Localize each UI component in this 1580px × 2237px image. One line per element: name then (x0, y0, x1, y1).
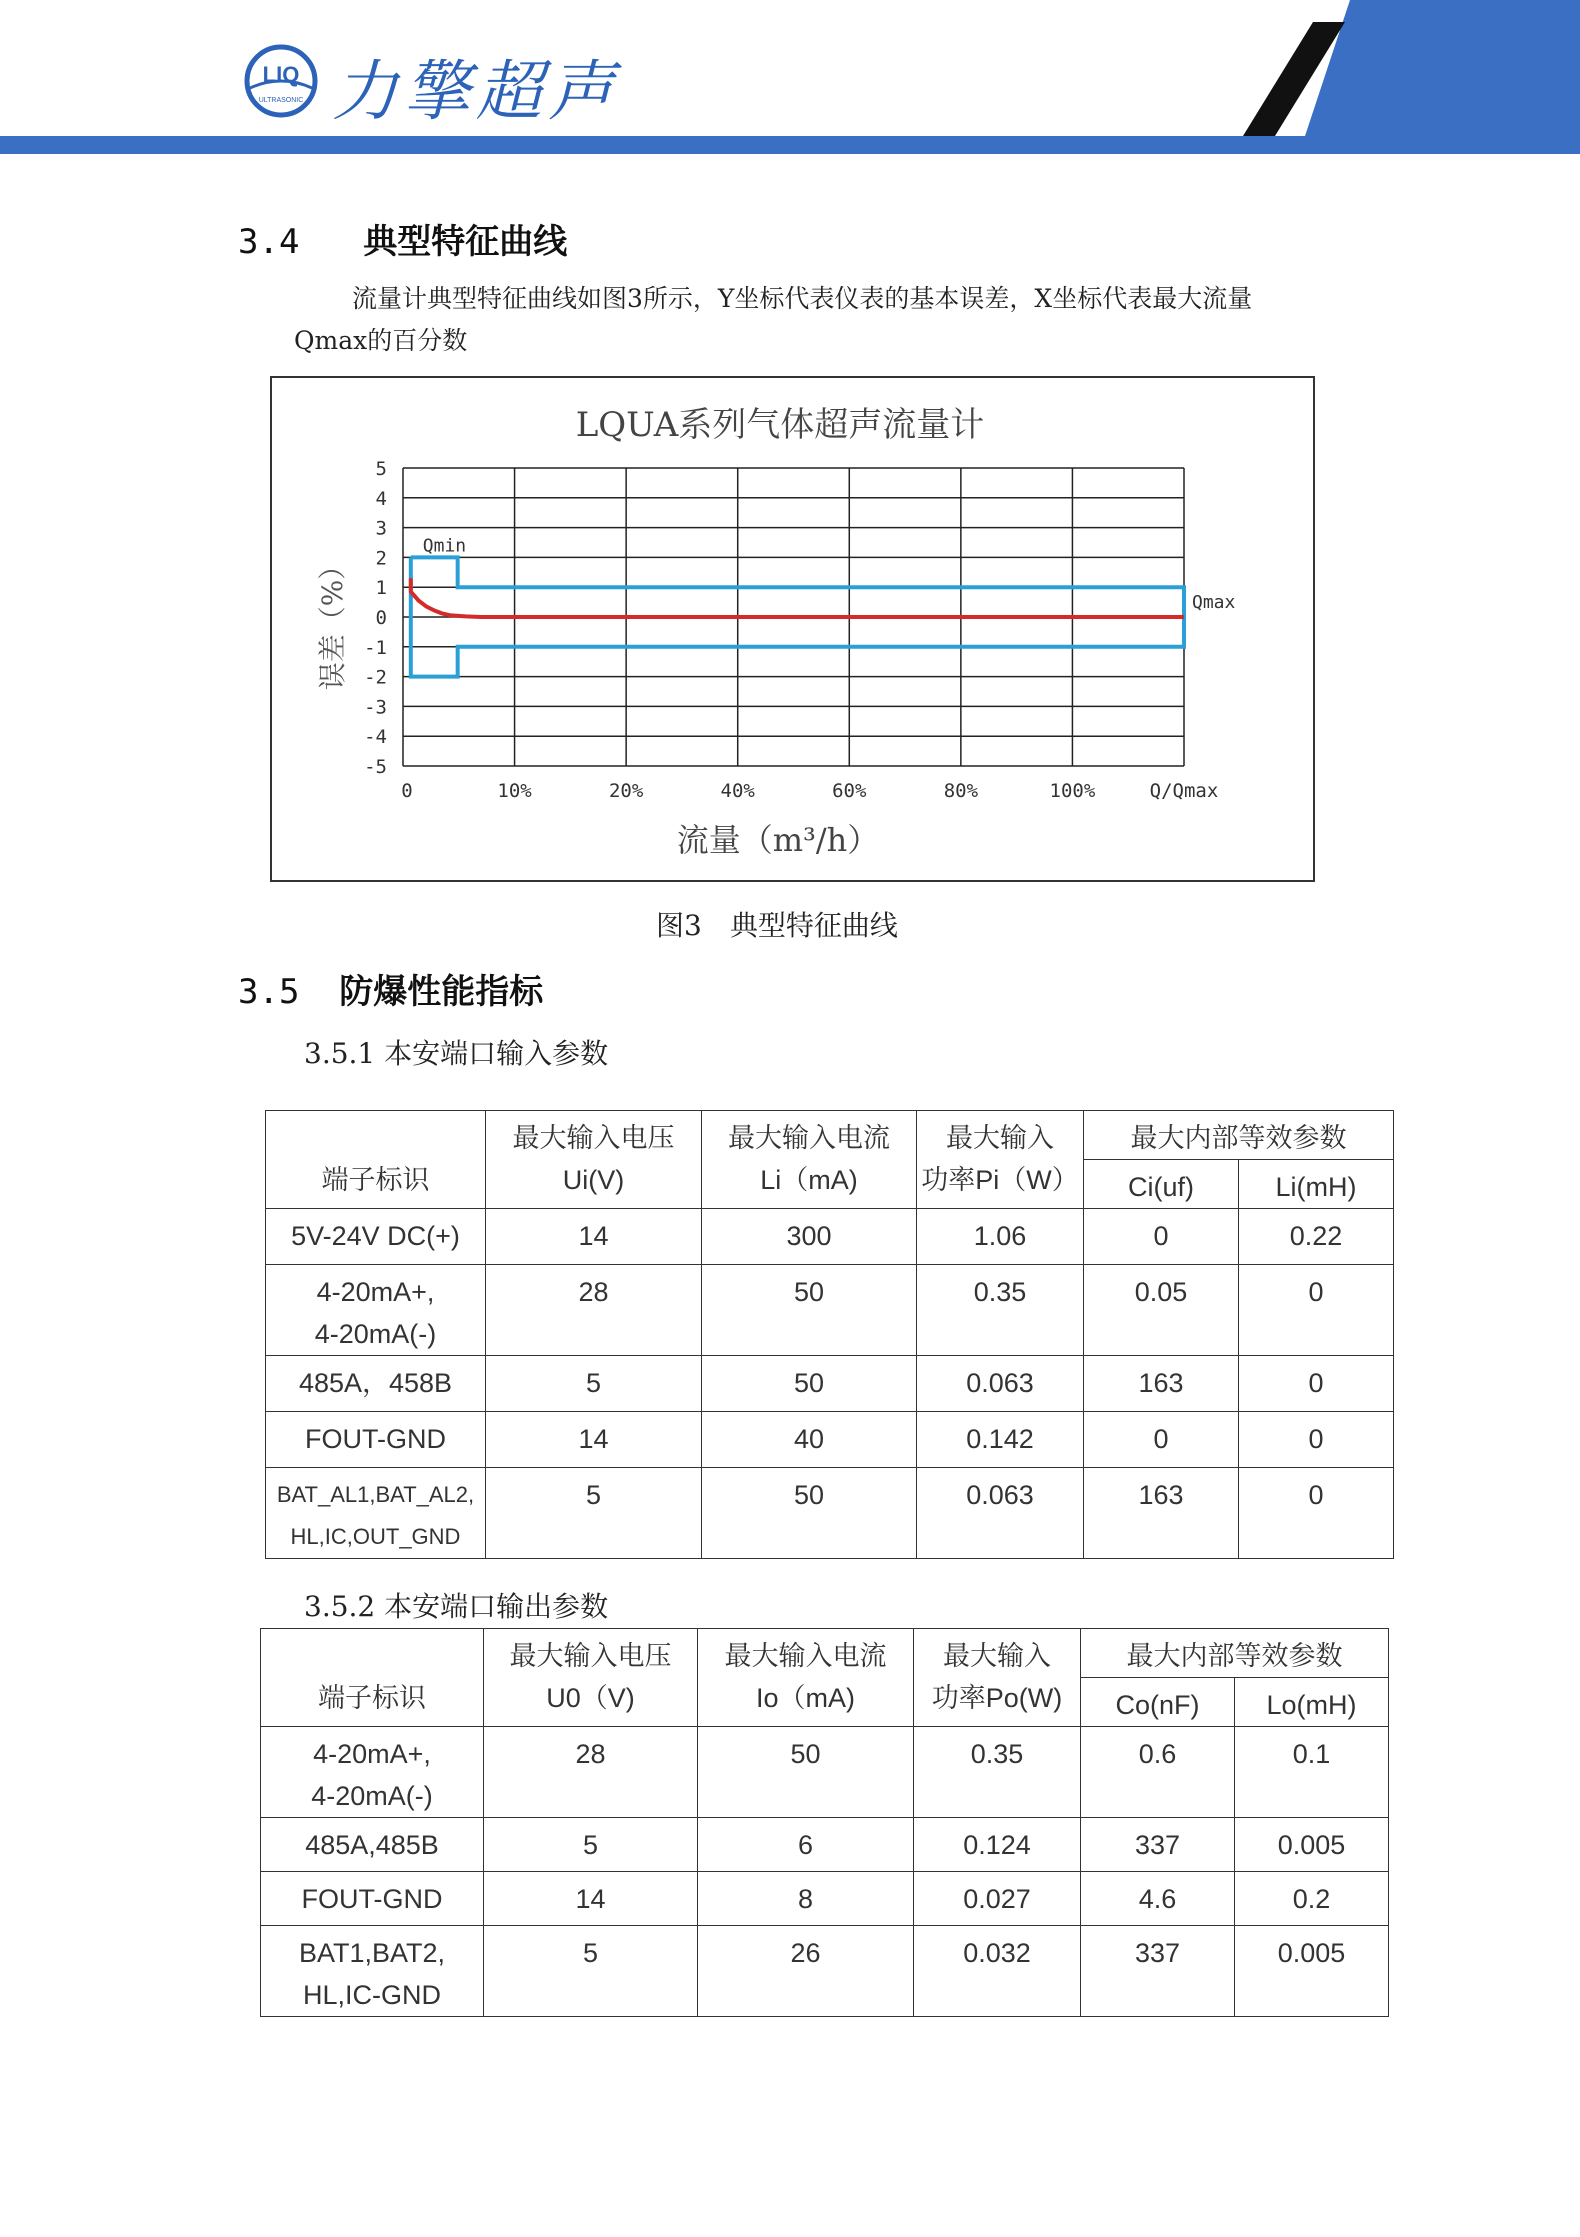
cell-c: 0.6 (1081, 1727, 1235, 1818)
table-row (266, 1468, 1394, 1559)
y-tick-label: 4 (375, 487, 387, 510)
cell-l: 0 (1239, 1468, 1394, 1559)
cell-terminal: 4-20mA+, 4-20mA(-) (261, 1727, 484, 1818)
cell-p: 1.06 (917, 1209, 1084, 1265)
cell-terminal: FOUT-GND (266, 1412, 486, 1468)
y-tick-label: -3 (364, 696, 387, 719)
y-tick-label: 0 (375, 607, 387, 629)
cell-l: 0.005 (1235, 1926, 1389, 2017)
table-row (266, 1209, 1394, 1265)
table1-heading: 3.5.1 本安端口输入参数 (304, 1037, 609, 1070)
cell-terminal: 5V-24V DC(+) (266, 1209, 486, 1265)
cell-v: 28 (486, 1265, 702, 1356)
cell-i: 50 (702, 1265, 917, 1356)
y-tick-label: 5 (375, 458, 387, 480)
y-axis-ticks (364, 458, 387, 778)
cell-c: 163 (1084, 1356, 1239, 1412)
cell-v: 5 (486, 1356, 702, 1412)
cell-l: 0 (1239, 1412, 1394, 1468)
cell-i: 50 (702, 1356, 917, 1412)
header-voltage: 最大输入电压 U0（V) (484, 1629, 698, 1727)
section-3-4-heading (238, 214, 567, 263)
x-tick-label: 100% (1049, 780, 1096, 802)
qmax-annotation: Qmax (1192, 592, 1236, 614)
error-curve-series (411, 578, 1184, 617)
header-bar (0, 136, 1580, 154)
cell-terminal: 485A，458B (266, 1356, 486, 1412)
table-row (266, 1356, 1394, 1412)
header-terminal: 端子标识 (266, 1111, 486, 1209)
cell-v: 14 (484, 1872, 698, 1926)
cell-c: 4.6 (1081, 1872, 1235, 1926)
characteristic-curve-chart (272, 378, 1313, 880)
cell-terminal: FOUT-GND (261, 1872, 484, 1926)
x-tick-label: 20% (608, 780, 644, 802)
cell-l: 0 (1239, 1356, 1394, 1412)
cell-l: 0.22 (1239, 1209, 1394, 1265)
cell-p: 0.124 (914, 1818, 1081, 1872)
paragraph-line-2: Qmax的百分数 (294, 326, 468, 355)
table-row (261, 1727, 1389, 1818)
table-row (261, 1926, 1389, 2017)
table-row (261, 1818, 1389, 1872)
x-tick-label: 80% (943, 780, 979, 802)
cell-p: 0.35 (917, 1265, 1084, 1356)
y-axis-label: 误差（%） (316, 551, 349, 691)
cell-l: 0.2 (1235, 1872, 1389, 1926)
header-power: 最大输入 功率Po(W) (914, 1629, 1081, 1727)
cell-i: 8 (698, 1872, 914, 1926)
x-axis-label: 流量（m³/h） (676, 821, 880, 859)
paragraph-line-1: 流量计典型特征曲线如图3所示，Y坐标代表仪表的基本误差，X坐标代表最大流量 (352, 284, 1253, 313)
section-number: 3.5 (238, 972, 300, 1012)
cell-terminal: 4-20mA+, 4-20mA(-) (266, 1265, 486, 1356)
cell-l: 0.005 (1235, 1818, 1389, 1872)
page-header (0, 0, 1580, 160)
cell-i: 40 (702, 1412, 917, 1468)
cell-i: 50 (698, 1727, 914, 1818)
cell-c: 0.05 (1084, 1265, 1239, 1356)
cell-v: 14 (486, 1209, 702, 1265)
cell-p: 0.142 (917, 1412, 1084, 1468)
table2-heading: 3.5.2 本安端口输出参数 (304, 1590, 609, 1623)
cell-l: 0.1 (1235, 1727, 1389, 1818)
header-current: 最大输入电流 Li（mA) (702, 1111, 917, 1209)
cell-c: 0 (1084, 1209, 1239, 1265)
cell-p: 0.063 (917, 1468, 1084, 1559)
cell-c: 163 (1084, 1468, 1239, 1559)
cell-p: 0.027 (914, 1872, 1081, 1926)
cell-v: 5 (486, 1468, 702, 1559)
header-power: 最大输入 功率Pi（W） (917, 1111, 1084, 1209)
table-row (266, 1265, 1394, 1356)
x-tick-label: 0 (401, 780, 413, 802)
cell-p: 0.063 (917, 1356, 1084, 1412)
company-logo-icon (242, 44, 320, 118)
cell-i: 300 (702, 1209, 917, 1265)
header-internal: 最大内部等效参数 (1081, 1629, 1389, 1678)
y-tick-label: 1 (375, 577, 387, 600)
cell-terminal: 485A,485B (261, 1818, 484, 1872)
x-tick-label: 60% (832, 780, 867, 802)
table-row (266, 1412, 1394, 1468)
x-tick-label: Q/Qmax (1149, 780, 1219, 802)
figure-caption: 图3 典型特征曲线 (656, 909, 898, 942)
chart-title: LQUA系列气体超声流量计 (575, 405, 985, 445)
header-internal: 最大内部等效参数 (1084, 1111, 1394, 1160)
chart-frame (270, 376, 1315, 882)
y-tick-label: -1 (364, 636, 387, 659)
cell-p: 0.35 (914, 1727, 1081, 1818)
section-title: 典型特征曲线 (363, 222, 568, 262)
cell-v: 5 (484, 1926, 698, 2017)
x-tick-label: 10% (497, 780, 532, 802)
cell-v: 14 (486, 1412, 702, 1468)
y-tick-label: -4 (364, 726, 387, 749)
y-tick-label: -2 (364, 666, 387, 689)
y-tick-label: 2 (375, 547, 387, 570)
header-inductance: Lo(mH) (1235, 1678, 1389, 1727)
cell-c: 337 (1081, 1926, 1235, 2017)
header-voltage: 最大输入电压 Ui(V) (486, 1111, 702, 1209)
header-terminal: 端子标识 (261, 1629, 484, 1727)
y-tick-label: 3 (375, 517, 387, 540)
logo-text: LIQ (262, 62, 300, 87)
cell-terminal: BAT_AL1,BAT_AL2, HL,IC,OUT_GND (266, 1468, 486, 1559)
logo-subtext: ULTRASONIC (258, 97, 304, 104)
x-tick-label: 40% (720, 780, 755, 802)
section-number: 3.4 (238, 222, 300, 262)
qmin-annotation: Qmin (422, 535, 467, 557)
cell-i: 26 (698, 1926, 914, 2017)
cell-c: 337 (1081, 1818, 1235, 1872)
section-title: 防爆性能指标 (339, 972, 544, 1012)
header-capacitance: Ci(uf) (1084, 1160, 1239, 1209)
x-axis-ticks (401, 780, 1218, 802)
table-row (261, 1872, 1389, 1926)
cell-i: 6 (698, 1818, 914, 1872)
brand-name: 力擎超声 (332, 53, 620, 130)
cell-l: 0 (1239, 1265, 1394, 1356)
output-parameters-table (260, 1628, 1389, 2017)
header-inductance: Li(mH) (1239, 1160, 1394, 1209)
header-current: 最大输入电流 Io（mA) (698, 1629, 914, 1727)
cell-c: 0 (1084, 1412, 1239, 1468)
y-tick-label: -5 (364, 756, 387, 778)
section-3-5-heading (238, 964, 543, 1013)
cell-v: 5 (484, 1818, 698, 1872)
input-parameters-table (265, 1110, 1394, 1559)
cell-i: 50 (702, 1468, 917, 1559)
header-capacitance: Co(nF) (1081, 1678, 1235, 1727)
cell-terminal: BAT1,BAT2, HL,IC-GND (261, 1926, 484, 2017)
cell-v: 28 (484, 1727, 698, 1818)
cell-p: 0.032 (914, 1926, 1081, 2017)
